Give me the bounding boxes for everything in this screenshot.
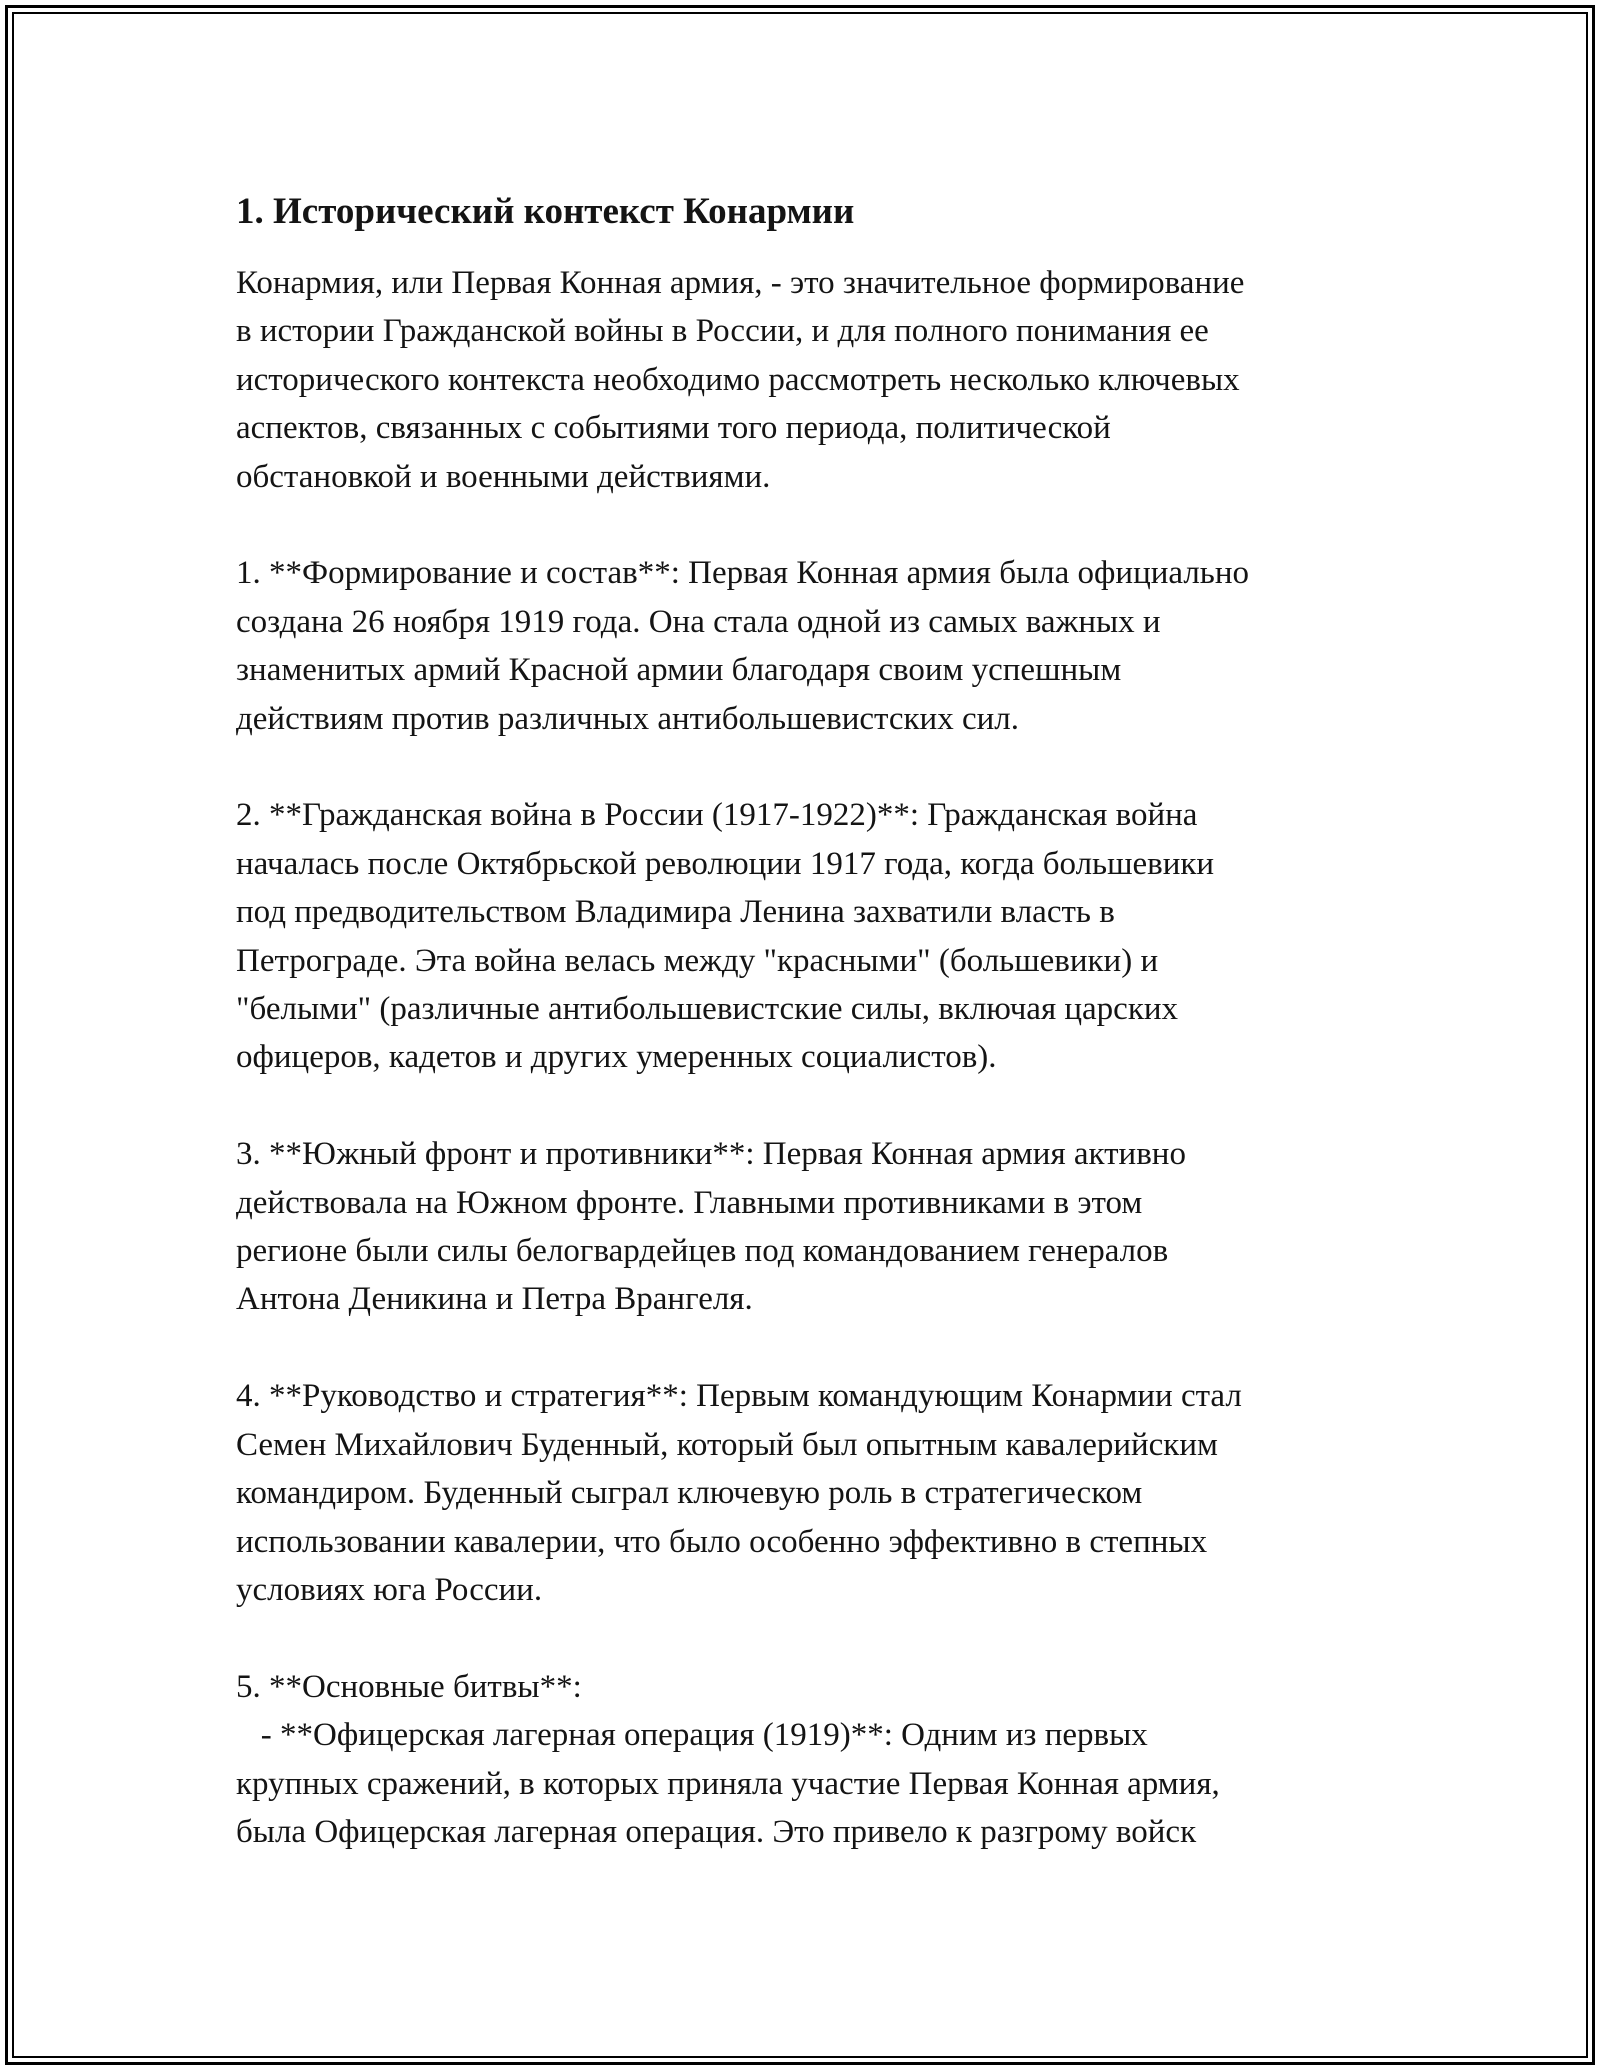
text-line: Конармия, или Первая Конная армия, - это значительное формирование — [236, 265, 1245, 301]
text-line: началась после Октябрьской революции 1917 года, когда большевики — [236, 845, 1215, 882]
text-line: обстановкой и военными действиями. — [236, 458, 771, 495]
paragraph-gap — [236, 1082, 1376, 1130]
text-line: Семен Михайлович Буденный, который был опытным кавалерийским — [236, 1426, 1218, 1463]
text-line: под предводительством Владимира Ленина захватили власть в — [236, 894, 1115, 931]
text-line: была Офицерская лагерная операция. Это привело к разгрому войск — [236, 1813, 1197, 1850]
text-line: 1. **Формирование и состав**: Первая Конная армия была официально — [236, 555, 1250, 592]
text-line: - **Офицерская лагерная операция (1919)**: Одним из первых — [236, 1717, 1148, 1754]
text-line: исторического контекста необходимо рассмотреть несколько ключевых — [236, 361, 1240, 398]
item-battles-paragraph — [236, 1663, 1376, 1857]
section-title: 1. Исторический контекст Конармии — [236, 191, 855, 232]
text-line: знаменитых армий Красной армии благодаря своим успешным — [236, 652, 1122, 689]
paragraph-gap — [236, 1614, 1376, 1662]
text-line: создана 26 ноября 1919 года. Она стала одной из самых важных и — [236, 603, 1161, 640]
paragraph-gap — [236, 1324, 1376, 1372]
text-line: 3. **Южный фронт и противники**: Первая Конная армия активно — [236, 1136, 1186, 1173]
item-southern-front-paragraph — [236, 1130, 1376, 1324]
text-line: офицеров, кадетов и других умеренных социалистов). — [236, 1039, 997, 1076]
text-line: условиях юга России. — [236, 1571, 543, 1608]
intro-paragraph — [236, 259, 1376, 501]
text-line: аспектов, связанных с событиями того периода, политической — [236, 410, 1111, 447]
text-line: 5. **Основные битвы**: — [236, 1668, 582, 1705]
text-line: использовании кавалерии, что было особенно эффективно в степных — [236, 1523, 1208, 1560]
text-line: действовала на Южном фронте. Главными противниками в этом — [236, 1184, 1143, 1221]
text-line: 2. **Гражданская война в России (1917-1922)**: Гражданская война — [236, 797, 1198, 834]
document-body — [236, 188, 1376, 1856]
paragraph-gap — [236, 743, 1376, 791]
text-line: командиром. Буденный сыграл ключевую роль в стратегическом — [236, 1475, 1143, 1512]
item-civil-war-paragraph — [236, 791, 1376, 1081]
text-line: Антона Деникина и Петра Врангеля. — [236, 1281, 753, 1318]
text-line: "белыми" (различные антибольшевистские силы, включая царских — [236, 991, 1179, 1028]
text-line: регионе были силы белогвардейцев под командованием генералов — [236, 1233, 1169, 1270]
text-line: крупных сражений, в которых приняла участие Первая Конная армия, — [236, 1765, 1220, 1802]
text-line: 4. **Руководство и стратегия**: Первым командующим Конармии стал — [236, 1378, 1242, 1415]
item-formation-paragraph — [236, 549, 1376, 743]
text-line: в истории Гражданской войны в России, и для полного понимания ее — [236, 313, 1209, 350]
text-line: Петрограде. Эта война велась между "красными" (большевики) и — [236, 942, 1159, 979]
item-leadership-paragraph — [236, 1372, 1376, 1614]
paragraph-gap — [236, 501, 1376, 549]
text-line: действиям против различных антибольшевистских сил. — [236, 700, 1019, 737]
